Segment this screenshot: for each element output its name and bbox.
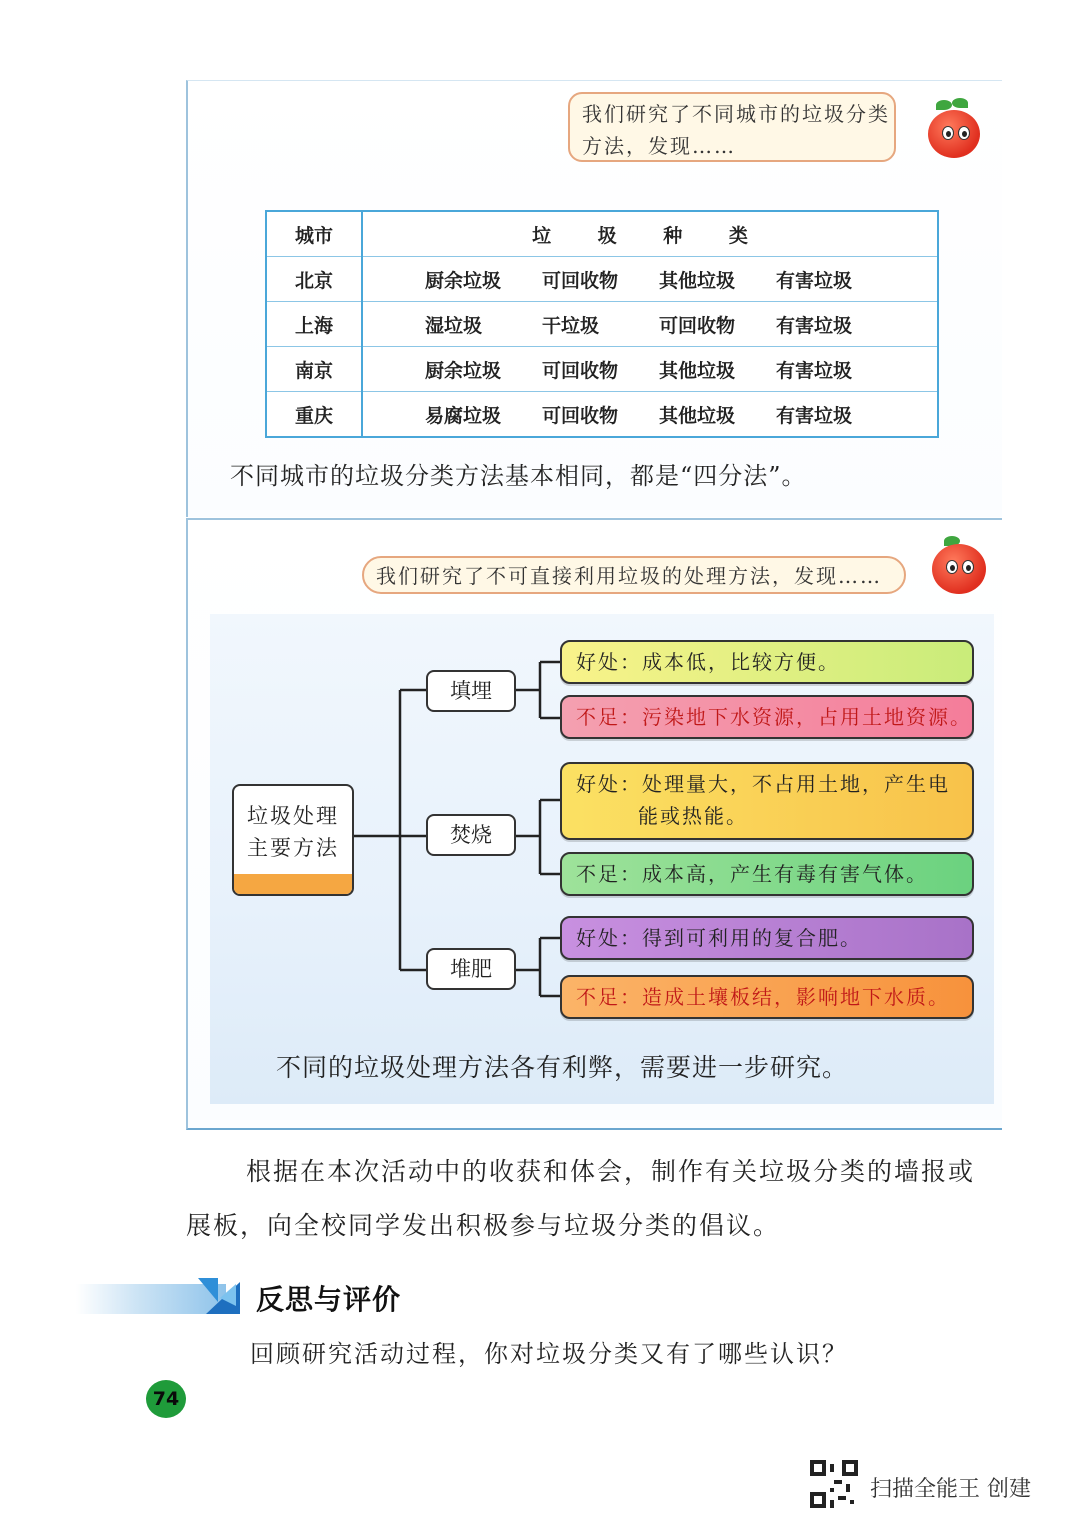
city-cell: 重庆 xyxy=(266,392,362,438)
types-cell: 厨余垃圾 可回收物 其他垃圾 有害垃圾 xyxy=(362,257,938,302)
tomato-mascot-icon xyxy=(926,100,984,164)
types-cell: 湿垃圾 干垃圾 可回收物 有害垃圾 xyxy=(362,302,938,347)
table-row xyxy=(266,257,938,302)
table-row xyxy=(266,302,938,347)
root-node-disposal-methods: 垃圾处理 主要方法 xyxy=(232,784,354,896)
tomato-mascot-icon xyxy=(930,534,988,598)
landfill-pro: 好处：成本低，比较方便。 xyxy=(560,640,974,684)
method-node-compost: 堆肥 xyxy=(426,948,516,990)
reflection-question: 回顾研究活动过程，你对垃圾分类又有了哪些认识？ xyxy=(250,1340,848,1368)
header-city: 城市 xyxy=(266,211,362,257)
method-node-landfill: 填埋 xyxy=(426,670,516,712)
method-node-incineration: 焚烧 xyxy=(426,814,516,856)
activity-paragraph-line: 根据在本次活动中的收获和体会，制作有关垃圾分类的墙报或 xyxy=(246,1157,976,1186)
root-node-stripe xyxy=(234,874,352,894)
table-header-row xyxy=(266,211,938,257)
section-title: 反思与评价 xyxy=(256,1283,402,1316)
speech-bubble-disposal: 我们研究了不可直接利用垃圾的处理方法，发现…… xyxy=(362,556,906,594)
incineration-con: 不足：成本高，产生有毒有害气体。 xyxy=(560,852,974,896)
city-cell: 上海 xyxy=(266,302,362,347)
bubble-line: 方法，发现…… xyxy=(582,134,736,158)
bubble-line: 我们研究了不同城市的垃圾分类 xyxy=(582,102,890,126)
page-number-badge: 74 xyxy=(146,1380,186,1418)
incineration-pro: 好处：处理量大，不占用土地，产生电 能或热能。 xyxy=(560,762,974,840)
header-types: 垃 圾 种 类 xyxy=(532,224,768,247)
compost-pro: 好处：得到可利用的复合肥。 xyxy=(560,916,974,960)
compost-con: 不足：造成土壤板结，影响地下水质。 xyxy=(560,975,974,1019)
qr-code-icon xyxy=(810,1460,858,1508)
city-garbage-table xyxy=(265,210,939,438)
landfill-con: 不足：污染地下水资源，占用土地资源。 xyxy=(560,695,974,739)
section-arrow-icon xyxy=(196,1276,244,1316)
types-cell: 易腐垃圾 可回收物 其他垃圾 有害垃圾 xyxy=(362,392,938,438)
activity-paragraph-line: 展板，向全校同学发出积极参与垃圾分类的倡议。 xyxy=(186,1211,781,1240)
table-row xyxy=(266,347,938,392)
disposal-conclusion: 不同的垃圾处理方法各有利弊，需要进一步研究。 xyxy=(276,1053,849,1082)
city-cell: 北京 xyxy=(266,257,362,302)
table-row xyxy=(266,392,938,438)
watermark-text: 扫描全能王 创建 xyxy=(870,1477,1031,1502)
city-cell: 南京 xyxy=(266,347,362,392)
types-cell: 厨余垃圾 可回收物 其他垃圾 有害垃圾 xyxy=(362,347,938,392)
cities-conclusion: 不同城市的垃圾分类方法基本相同，都是“四分法”。 xyxy=(230,462,807,490)
speech-bubble-cities xyxy=(568,92,896,162)
